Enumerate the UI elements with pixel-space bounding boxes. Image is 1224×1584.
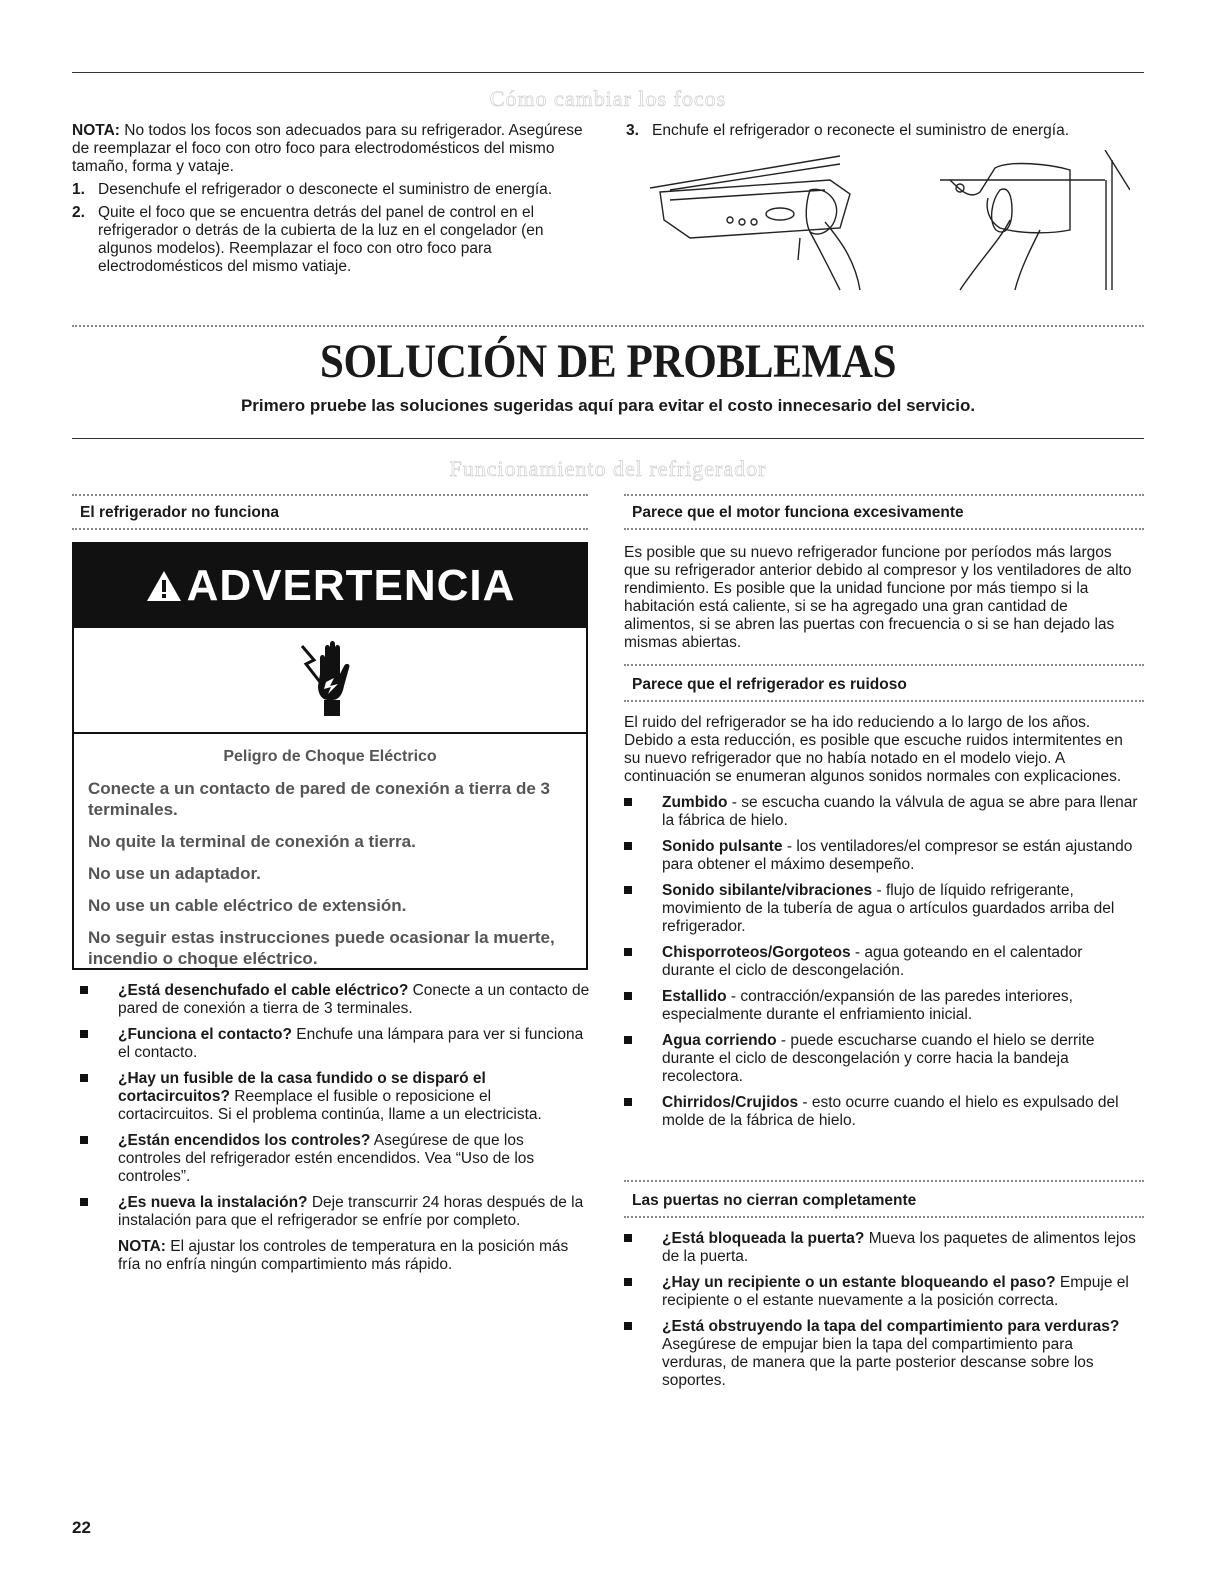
list-item: Chisporroteos/Gorgoteos - agua goteando en el calentador durante el ciclo de descongelación. xyxy=(624,944,1138,980)
noisy-intro: El ruido del refrigerador se ha ido reduciendo a lo largo de los años. Debido a esta reducción, es posible que escuche ruidos intermitentes en su nuevo refrigerador que no había notado en el modelo viejo. A continuación se enumeran algunos sonidos normales con explicaciones. xyxy=(624,714,1123,785)
page-subtitle: Primero pruebe las soluciones sugeridas aquí para evitar el costo innecesario del servicio. xyxy=(240,396,976,415)
warning-line: No use un adaptador. xyxy=(88,864,261,883)
bulbs-step: 1. Desenchufe el refrigerador o desconecte el suministro de energía. xyxy=(72,181,553,198)
list-item: Sonido sibilante/vibraciones - flujo de líquido refrigerante, movimiento de la tubería de agua o artículos guardados arriba del refrigerador. xyxy=(624,882,1138,936)
bulbs-note xyxy=(72,122,592,176)
bullet xyxy=(624,992,632,1000)
bulbs-step: 2. Quite el foco que se encuentra detrás del panel de control en el refrigerador o detrás de la cubierta de la luz en el congelador (en algunos modelos). Reemplazar el foco con otro foco para electrodomésticos del mismo vatiaje. xyxy=(72,204,544,275)
bullet xyxy=(624,842,632,850)
doors-bottom-divider xyxy=(624,1216,1144,1218)
bulbs-note-label: NOTA: xyxy=(72,122,120,139)
not-running-note: NOTA: El ajustar los controles de temperatura en la posición más fría no enfría ningún compartimiento más rápido. xyxy=(118,1238,569,1273)
bulbs-right-column xyxy=(626,122,1156,145)
bullet xyxy=(80,986,88,994)
bullet xyxy=(80,1198,88,1206)
warning-body xyxy=(74,746,586,969)
list-item: ¿Es nueva la instalación? Deje transcurrir 24 horas después de la instalación para que el refrigerador se enfríe por completo. xyxy=(80,1194,590,1230)
bullet xyxy=(624,1098,632,1106)
warning-title: ADVERTENCIA xyxy=(186,561,516,610)
warning-symbol-area xyxy=(74,628,586,734)
bulbs-heading: Cómo cambiar los focos xyxy=(489,86,727,111)
bullet xyxy=(624,1036,632,1044)
warning-hazard: Peligro de Choque Eléctrico xyxy=(223,748,437,765)
warning-box xyxy=(72,542,588,970)
bullet xyxy=(80,1136,88,1144)
list-item: Sonido pulsante - los ventiladores/el compresor se están ajustando para obtener el máximo desempeño. xyxy=(624,838,1138,874)
top-rule xyxy=(72,72,1144,73)
list-item: ¿Está obstruyendo la tapa del compartimiento para verduras? Asegúrese de empujar bien la tapa del compartimiento para verduras, de manera que la parte posterior descanse sobre los soportes. xyxy=(624,1318,1138,1390)
subtitle-rule xyxy=(72,438,1144,439)
bulbs-left-column xyxy=(72,122,592,281)
not-running-title: El refrigerador no funciona xyxy=(80,504,279,521)
list-item: ¿Hay un fusible de la casa fundido o se disparó el cortacircuitos? Reemplace el fusible o reposicione el cortacircuitos. Si el problema continúa, llame a un electricista. xyxy=(80,1070,590,1124)
list-item: Zumbido - se escucha cuando la válvula de agua se abre para llenar la fábrica de hielo. xyxy=(624,794,1138,830)
electric-shock-hand-icon xyxy=(300,638,360,722)
bullet xyxy=(624,798,632,806)
bulbs-steps xyxy=(72,181,592,276)
list-item: ¿Hay un recipiente o un estante bloqueando el paso? Empuje el recipiente o el estante nuevamente a la posición correcta. xyxy=(624,1274,1138,1310)
motor-top-divider xyxy=(624,494,1144,496)
noisy-section xyxy=(624,714,1138,1138)
page-number: 22 xyxy=(72,1518,91,1537)
warning-header xyxy=(74,544,586,628)
warning-line: No use un cable eléctrico de extensión. xyxy=(88,896,407,915)
not-running-bottom-divider xyxy=(72,528,588,530)
motor-text: Es posible que su nuevo refrigerador funcione por períodos más largos que su refrigerador anterior debido al compresor y los ventiladores de alto rendimiento. Es posible que la unidad funcione por más tiempo si la habitación está caliente, si se ha agregado una gran cantidad de alimentos, si se abren las puertas con frecuencia o si se han dejado las mismas abiertas. xyxy=(624,544,1132,651)
light-cover-illustration xyxy=(900,150,1130,295)
bulbs-step: 3. Enchufe el refrigerador o reconecte el suministro de energía. xyxy=(626,122,1070,139)
doors-title: Las puertas no cierran completamente xyxy=(632,1192,917,1209)
bulbs-note-text: No todos los focos son adecuados para su refrigerador. Asegúrese de reemplazar el foco con otro foco para electrodomésticos del mismo tamaño, forma y vataje. xyxy=(72,122,583,175)
not-running-checklist xyxy=(80,982,590,1274)
doors-top-divider xyxy=(624,1180,1144,1182)
list-item: ¿Está desenchufado el cable eléctrico? Conecte a un contacto de pared de conexión a tierra de 3 terminales. xyxy=(80,982,590,1018)
bullet xyxy=(80,1074,88,1082)
warning-line: Conecte a un contacto de pared de conexión a tierra de 3 terminales. xyxy=(88,779,550,819)
bullet xyxy=(80,1030,88,1038)
noisy-top-divider xyxy=(624,664,1144,666)
page-title: SOLUCIÓN DE PROBLEMAS xyxy=(319,335,897,388)
warning-line: No quite la terminal de conexión a tierra. xyxy=(88,832,416,851)
list-item: ¿Está bloqueada la puerta? Mueva los paquetes de alimentos lejos de la puerta. xyxy=(624,1230,1138,1266)
bulbs-bottom-divider xyxy=(72,325,1144,327)
list-item: ¿Funciona el contacto? Enchufe una lámpara para ver si funciona el contacto. xyxy=(80,1026,590,1062)
not-running-top-divider xyxy=(72,494,588,496)
list-item: Chirridos/Crujidos - esto ocurre cuando el hielo es expulsado del molde de la fábrica de hielo. xyxy=(624,1094,1138,1130)
bullet xyxy=(624,1234,632,1242)
warning-triangle-icon xyxy=(145,569,183,603)
list-item: ¿Están encendidos los controles? Asegúrese de que los controles del refrigerador estén encendidos. Vea “Uso de los controles”. xyxy=(80,1132,590,1186)
list-item: Agua corriendo - puede escucharse cuando el hielo se derrite durante el ciclo de descongelación y corre hacia la bandeja recolectora. xyxy=(624,1032,1138,1086)
noisy-bottom-divider xyxy=(624,700,1144,702)
warning-line: No seguir estas instrucciones puede ocasionar la muerte, incendio o choque eléctrico. xyxy=(88,928,555,968)
operation-heading: Funcionamiento del refrigerador xyxy=(449,456,767,481)
list-item: Estallido - contracción/expansión de las paredes interiores, especialmente durante el enfriamiento inicial. xyxy=(624,988,1138,1024)
bullet xyxy=(624,886,632,894)
doors-checklist xyxy=(624,1230,1138,1398)
noisy-title: Parece que el refrigerador es ruidoso xyxy=(632,676,907,693)
bulbs-steps-right xyxy=(626,122,1156,140)
control-panel-illustration xyxy=(650,150,880,295)
motor-title: Parece que el motor funciona excesivamente xyxy=(632,504,964,521)
motor-bottom-divider xyxy=(624,528,1144,530)
bullet xyxy=(624,1278,632,1286)
bullet xyxy=(624,1322,632,1330)
bullet xyxy=(624,948,632,956)
